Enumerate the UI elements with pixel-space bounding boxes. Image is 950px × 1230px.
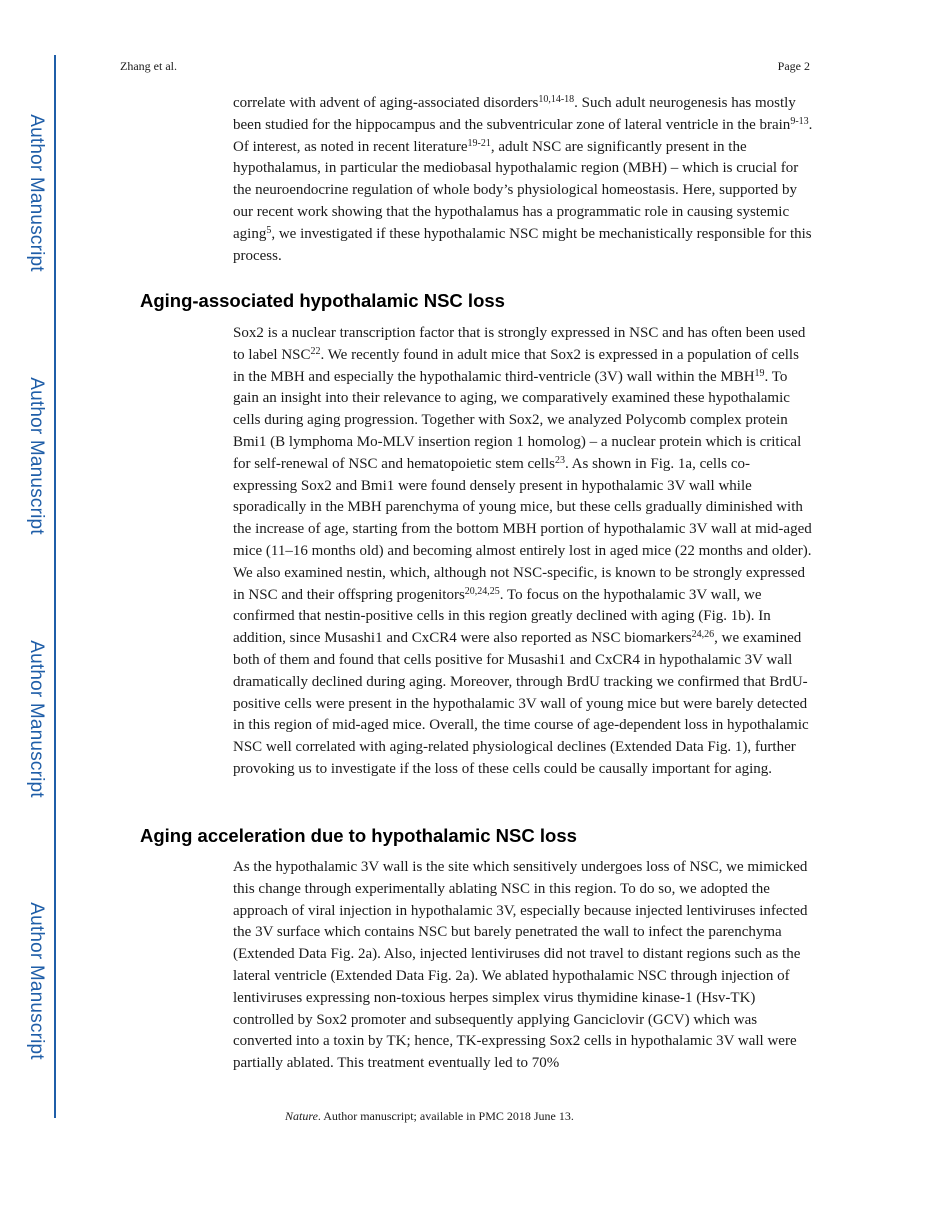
text-run: , we examined both of them and found that cells positive for Musashi1 and CxCR4 in hypothalamic 3V wall dramatically declined during aging. Moreover, through BrdU tracking we confirmed that BrdU-positive cells were present in the hypothalamic 3V wall of young mice but were barely detected in this region of mid-aged mice. Overall, the time course of age-dependent loss in hypothalamic NSC well correlated with aging-related physiological declines (Extended Data Fig. 1), further provoking us to investigate if the loss of these cells could be causally important for aging. [233, 630, 809, 777]
text-run: . To focus on the hypothalamic 3V wall, we confirmed that nestin-positive cells in this region greatly declined with aging (Fig. 1b). In addition, since Musashi1 and CxCR4 were also reported as NSC biomarkers [233, 586, 771, 647]
text-run: , we investigated if these hypothalamic NSC might be mechanistically responsible for this process. [233, 225, 812, 264]
text-run: As the hypothalamic 3V wall is the site which sensitively undergoes loss of NSC, we mimicked this change through experimentally ablating NSC in this region. To do so, we adopted the approach of viral injection in hypothalamic 3V, especially because injected lentiviruses infected the 3V surface which contains NSC but barely penetrated the wall to infect the parenchyma (Extended Data Fig. 2a). Also, injected lentiviruses did not travel to distant regions such as the lateral ventricle (Extended Data Fig. 2a). We ablated hypothalamic NSC through injection of lentiviruses expressing non-toxious herpes simplex virus thymidine kinase-1 (Hsv-TK) controlled by Sox2 promoter and subsequently applying Ganciclovir (GCV) which was converted into a toxin by TK; hence, TK-expressing Sox2 cells in hypothalamic 3V wall were partially ablated. This treatment eventually led to 70% [233, 859, 808, 1072]
text-run: correlate with advent of aging-associated disorders [233, 95, 539, 111]
footer-note: . Author manuscript; available in PMC 2018 June 13. [317, 1109, 574, 1123]
citation-ref: 19 [754, 367, 765, 379]
text-run: . As shown in Fig. 1a, cells co-expressing Sox2 and Bmi1 were found densely present in hypothalamic 3V wall while sporadically in the MBH parenchyma of young mice, but these cells gradually diminished with the increase of age, starting from the bottom MBH portion of hypothalamic 3V wall at mid-aged mice (11–16 months old) and becoming almost entirely lost in aged mice (22 months and older). We also examined nestin, which, although not NSC-specific, is known to be strongly expressed in NSC and their offspring progenitors [233, 455, 812, 603]
section-heading-aging-acceleration: Aging acceleration due to hypothalamic NSC loss [140, 825, 577, 846]
text-run: , adult NSC are significantly present in the hypothalamus, in particular the mediobasal hypothalamic region (MBH) – which is crucial for the neuroendocrine regulation of whole body’s physiological homeostasis. Here, supported by our recent work showing that the hypothalamus has a programmatic role in causing systemic aging [233, 138, 799, 242]
citation-ref: 23 [554, 454, 565, 466]
aging-acceleration-paragraph [233, 857, 813, 1075]
citation-ref: 22 [310, 345, 321, 357]
citation-ref: 10,14-18 [538, 94, 575, 105]
citation-ref: 24,26 [691, 629, 715, 641]
text-run: Sox2 is a nuclear transcription factor that is strongly expressed in NSC and has often been used to label NSC [233, 325, 806, 363]
citation-ref: 5 [266, 224, 272, 236]
text-run: . Of interest, as noted in recent literature [233, 116, 813, 155]
journal-name: Nature [285, 1109, 318, 1123]
running-head-page-number: Page 2 [777, 59, 810, 73]
text-run: . To gain an insight into their relevance to aging, we comparatively examined these hypothalamic cells during aging progression. Together with Sox2, we analyzed Polycomb complex protein Bmi1 (B lymphoma Mo-MLV insertion region 1 homolog) – a nuclear protein which is critical for self-renewal of NSC and hematopoietic stem cells [233, 368, 802, 472]
text-run: . Such adult neurogenesis has mostly been studied for the hippocampus and the subventricular zone of lateral ventricle in the brain [233, 95, 796, 133]
citation-ref: 20,24,25 [464, 585, 500, 597]
margin-rule [54, 55, 56, 1118]
section-heading-nsc-loss: Aging-associated hypothalamic NSC loss [140, 290, 505, 311]
page-footer [285, 1109, 574, 1124]
text-run: . We recently found in adult mice that Sox2 is expressed in a population of cells in the MBH and especially the hypothalamic third-ventricle (3V) wall within the MBH [233, 346, 799, 385]
intro-paragraph [233, 93, 813, 267]
citation-ref: 19-21 [467, 137, 491, 149]
running-head-author: Zhang et al. [120, 59, 177, 73]
nsc-loss-paragraph [233, 323, 813, 781]
citation-ref: 9-13 [790, 115, 809, 127]
